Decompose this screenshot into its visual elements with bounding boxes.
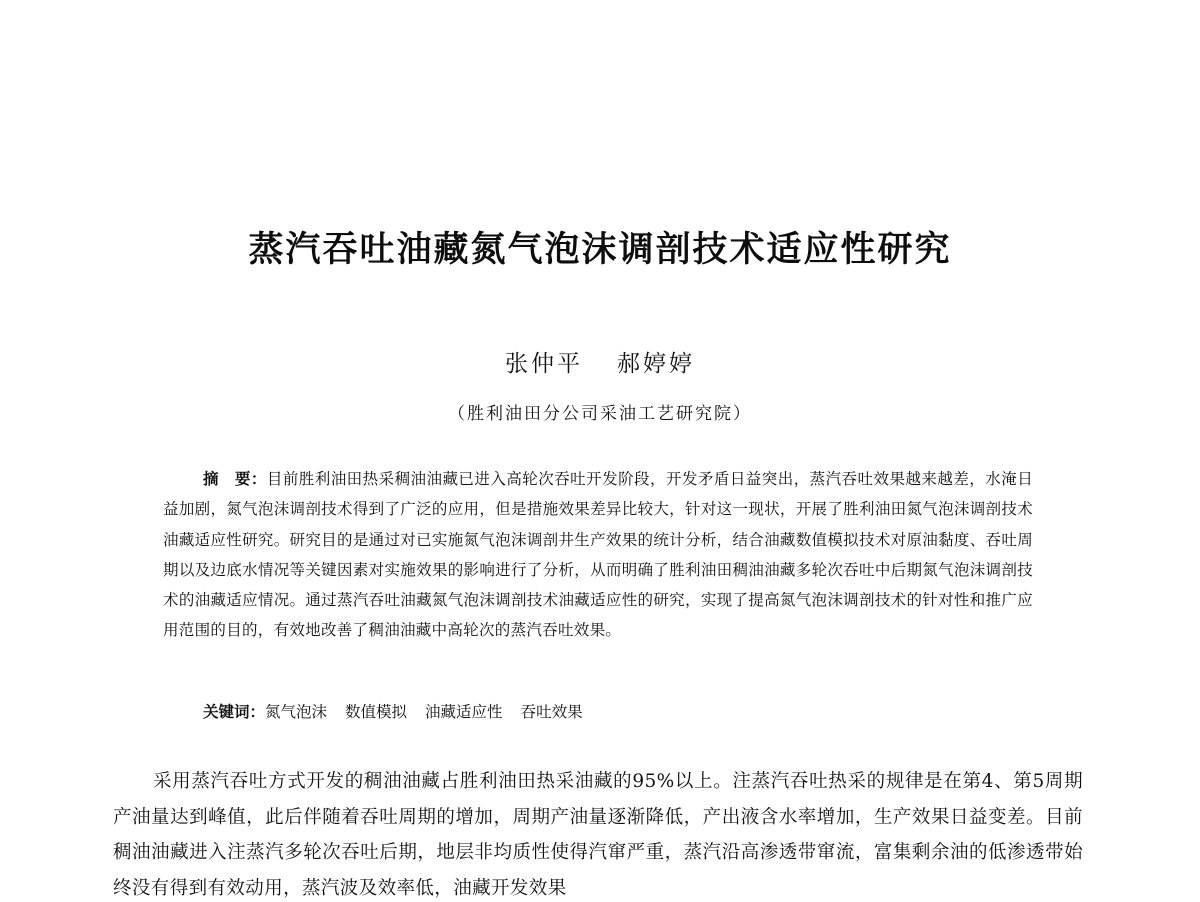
author-name: 张仲平 (505, 351, 583, 377)
keyword: 油藏适应性 (425, 703, 503, 721)
keywords-label: 关键词： (203, 703, 266, 721)
paper-title: 蒸汽吞吐油藏氮气泡沫调剖技术适应性研究 (248, 230, 952, 270)
abstract (163, 464, 1033, 646)
abstract-label: 摘 要： (203, 470, 267, 488)
keyword: 氮气泡沫 (265, 703, 328, 721)
author-affiliation: （胜利油田分公司采油工艺研究院） (448, 404, 752, 424)
author-name: 郝婷婷 (617, 351, 695, 377)
keyword: 吞吐效果 (520, 703, 583, 721)
abstract-text: 目前胜利油田热采稠油油藏已进入高轮次吞吐开发阶段，开发矛盾日益突出，蒸汽吞吐效果越来越差，水淹日益加剧，氮气泡沫调剖技术得到了广泛的应用，但是措施效果差异比较大，针对这一现状，开展了胜利油田氮气泡沫调剖技术油藏适应性研究。研究目的是通过对已实施氮气泡沫调剖井生产效果的统计分析，结合油藏数值模拟技术对原油黏度、吞吐周期以及边底水情况等关键因素对实施效果的影响进行了分析，从而明确了胜利油田稠油油藏多轮次吞吐中后期氮气泡沫调剖技术的油藏适应情况。通过蒸汽吞吐油藏氮气泡沫调剖技术油藏适应性的研究，实现了提高氮气泡沫调剖技术的针对性和推广应用范围的目的，有效地改善了稠油油藏中高轮次的蒸汽吞吐效果。 (163, 470, 1033, 640)
body-paragraph: 采用蒸汽吞吐方式开发的稠油油藏占胜利油田热采油藏的95%以上。注蒸汽吞吐热采的规律是在第4、第5周期产油量达到峰值，此后伴随着吞吐周期的增加，周期产油量逐渐降低，产出液含水率增加，生产效果日益变差。目前稠油油藏进入注蒸汽多轮次吞吐后期，地层非均质性使得汽窜严重，蒸汽沿高渗透带窜流，富集剩余油的低渗透带始终没有得到有效动用，蒸汽波及效率低，油藏开发效果 (113, 771, 1083, 899)
author-list (0, 345, 1200, 378)
keyword: 数值模拟 (345, 703, 408, 721)
keywords (203, 700, 1033, 724)
